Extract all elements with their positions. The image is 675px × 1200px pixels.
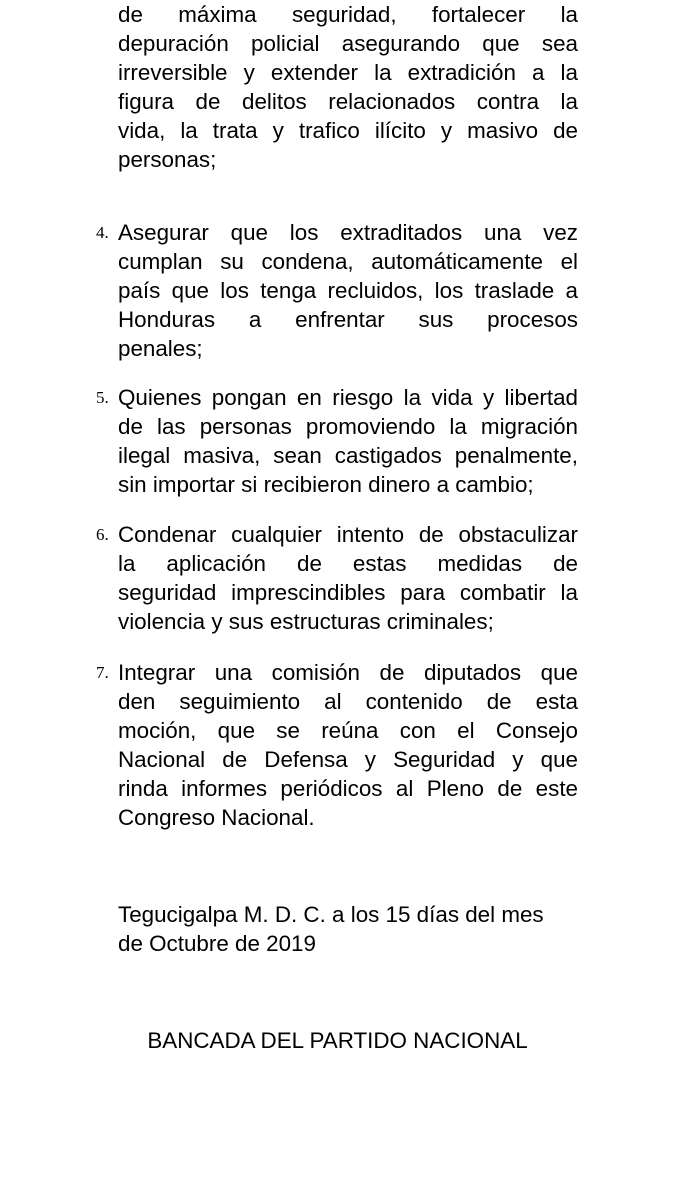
paragraph-line: Nacional de Defensa y Seguridad y que — [118, 747, 578, 772]
paragraph-line: sin importar si recibieron dinero a cambio; — [118, 472, 534, 497]
item-number: 4. — [96, 223, 109, 242]
item-number: 5. — [96, 388, 109, 407]
paragraph-line: rinda informes periódicos al Pleno de este — [118, 776, 578, 801]
paragraph-line: den seguimiento al contenido de esta — [118, 689, 578, 714]
paragraph-line: moción, que se reúna con el Consejo — [118, 718, 578, 743]
paragraph-line: seguridad imprescindibles para combatir la — [118, 580, 578, 605]
paragraph-line: Congreso Nacional. — [118, 805, 315, 830]
paragraph-line: de máxima seguridad, fortalecer la — [118, 2, 578, 27]
paragraph-line: Integrar una comisión de diputados que — [118, 660, 578, 685]
item-number: 6. — [96, 525, 109, 544]
paragraph-line: vida, la trata y trafico ilícito y masivo de — [118, 118, 578, 143]
paragraph-line: cumplan su condena, automáticamente el — [118, 249, 578, 274]
paragraph-line: irreversible y extender la extradición a la — [118, 60, 578, 85]
paragraph-line: Quienes pongan en riesgo la vida y libertad — [118, 385, 578, 410]
paragraph-line: penales; — [118, 336, 203, 361]
paragraph-line: Asegurar que los extraditados una vez — [118, 220, 578, 245]
paragraph-line: figura de delitos relacionados contra la — [118, 89, 578, 114]
place-date-line: Tegucigalpa M. D. C. a los 15 días del mes — [118, 902, 544, 927]
paragraph-line: país que los tenga recluidos, los traslade a — [118, 278, 578, 303]
paragraph-line: depuración policial asegurando que sea — [118, 31, 578, 56]
paragraph-line: violencia y sus estructuras criminales; — [118, 609, 494, 634]
paragraph-line: de las personas promoviendo la migración — [118, 414, 578, 439]
signature-block: BANCADA DEL PARTIDO NACIONAL — [147, 1028, 528, 1053]
paragraph-line: la aplicación de estas medidas de — [118, 551, 578, 576]
paragraph-line: Condenar cualquier intento de obstaculizar — [118, 522, 578, 547]
paragraph-line: personas; — [118, 147, 217, 172]
item-number: 7. — [96, 663, 109, 682]
place-date-line: de Octubre de 2019 — [118, 931, 316, 956]
paragraph-line: ilegal masiva, sean castigados penalmente, — [118, 443, 578, 468]
paragraph-line: Honduras a enfrentar sus procesos — [118, 307, 578, 332]
